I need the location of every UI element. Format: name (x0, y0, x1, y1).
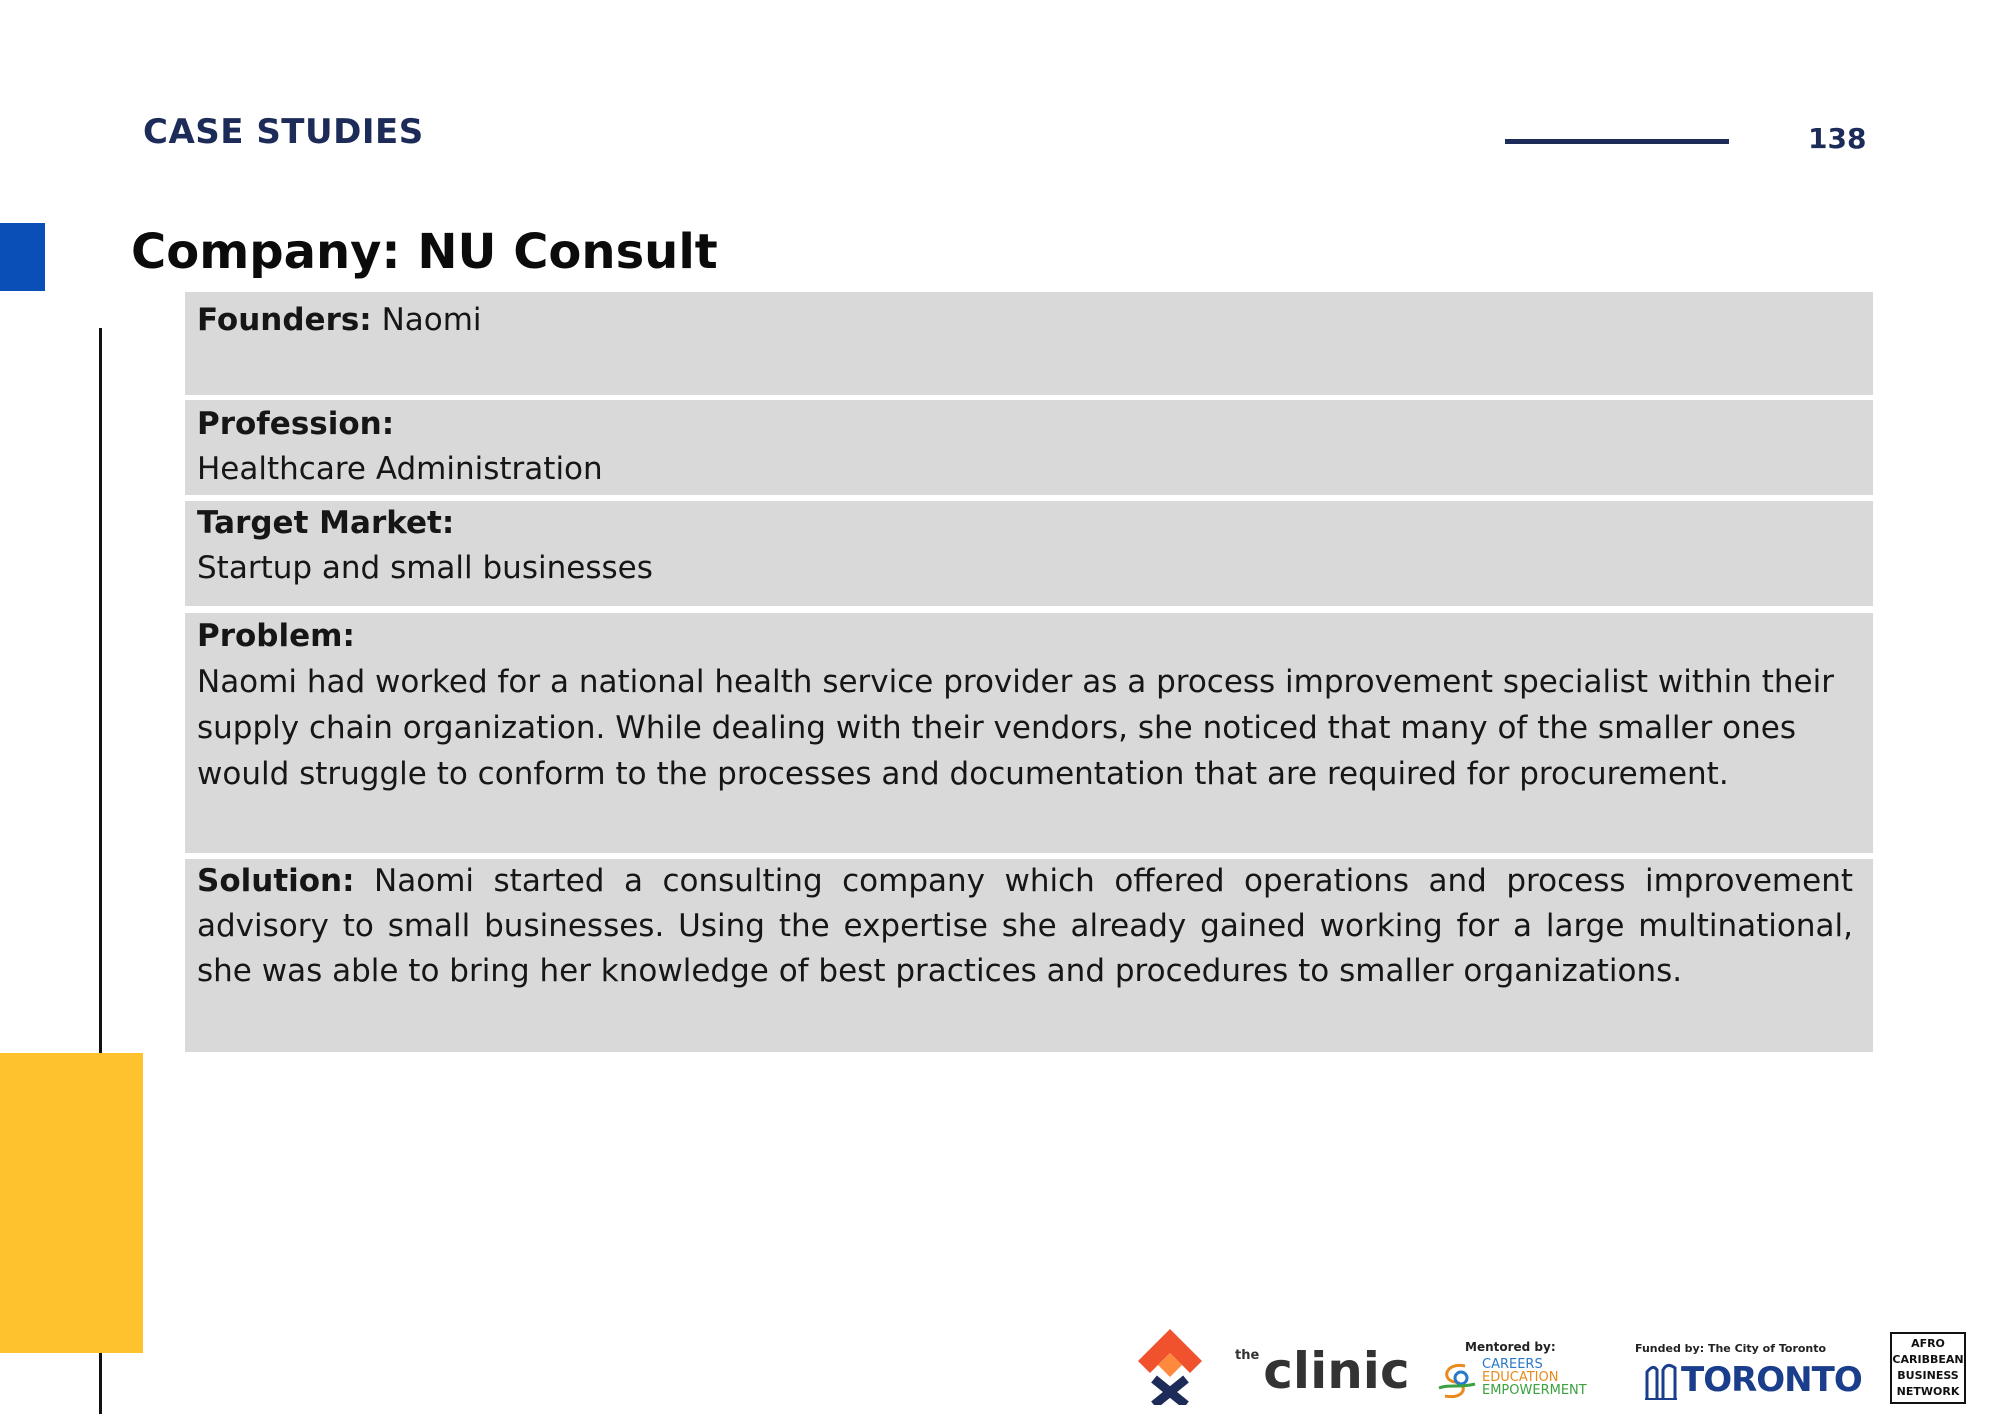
target-market-value: Startup and small businesses (197, 550, 653, 586)
section-label: CASE STUDIES (143, 112, 424, 152)
page-number: 138 (1808, 122, 1867, 155)
acbn-line-1: AFRO (1911, 1337, 1945, 1350)
header-rule (1505, 139, 1729, 144)
cee-swirl-icon (1435, 1358, 1479, 1402)
footer-logos (1125, 1320, 1985, 1410)
toronto-caption: Funded by: The City of Toronto (1635, 1342, 1827, 1355)
acbn-line-3: BUSINESS (1897, 1369, 1959, 1382)
clinic-logo (1235, 1342, 1410, 1400)
ex-logo-icon (1130, 1325, 1210, 1405)
target-market-card (185, 501, 1873, 606)
blue-accent-block (0, 223, 45, 291)
solution-label: Solution: (197, 863, 355, 899)
problem-label: Problem: (197, 618, 355, 654)
solution-value: Naomi started a consulting company which offered operations and process improvement advisory to small businesses. Using the expertise she already gained working for a large multinational, she was able to bring her knowledge of best practices and procedures to smaller organizations. (197, 863, 1854, 989)
profession-card (185, 400, 1873, 495)
founders-card (185, 292, 1873, 395)
cee-caption: Mentored by: (1465, 1340, 1556, 1354)
cee-logo (1430, 1340, 1590, 1408)
founders-value: Naomi (381, 302, 482, 338)
target-market-label: Target Market: (197, 505, 455, 541)
profession-label: Profession: (197, 406, 395, 442)
clinic-logo-name: clinic (1263, 1342, 1410, 1400)
problem-card (185, 613, 1873, 853)
profession-value: Healthcare Administration (197, 451, 603, 487)
acbn-logo (1890, 1332, 1966, 1404)
acbn-line-2: CARIBBEAN (1892, 1353, 1964, 1366)
clinic-logo-prefix: the (1235, 1348, 1260, 1363)
cee-line-3: EMPOWERMENT (1482, 1383, 1587, 1398)
founders-label: Founders: (197, 302, 372, 338)
page-title: Company: NU Consult (131, 224, 718, 280)
cee-line-1: CAREERS (1482, 1357, 1543, 1372)
problem-value: Naomi had worked for a national health service provider as a process improvement specialist within their supply chain organization. While dealing with their vendors, she noticed that many of the smaller ones would struggle to conform to the processes and documentation that are required for procurement. (197, 664, 1834, 792)
yellow-accent-block (0, 1053, 143, 1353)
toronto-name: TORONTO (1681, 1360, 1862, 1400)
city-hall-icon (1645, 1362, 1677, 1400)
cee-line-2: EDUCATION (1482, 1370, 1559, 1385)
solution-card (185, 859, 1873, 1052)
acbn-line-4: NETWORK (1896, 1385, 1960, 1398)
toronto-logo (1635, 1342, 1862, 1410)
